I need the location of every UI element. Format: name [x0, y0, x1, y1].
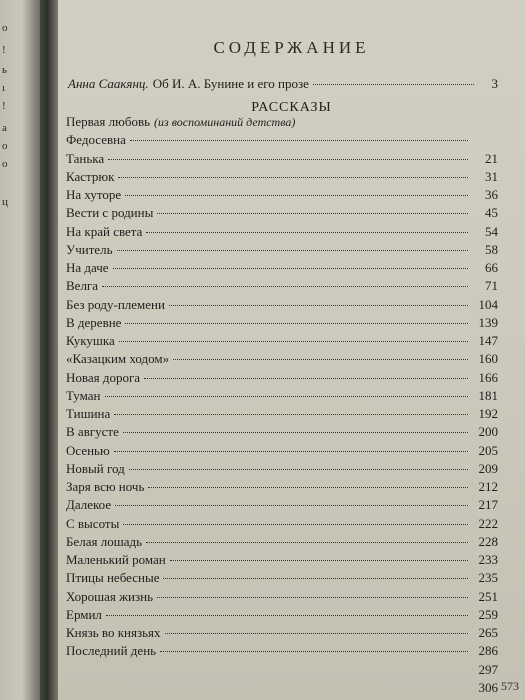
toc-entry [66, 643, 498, 661]
entry-page: 297 [478, 661, 498, 677]
facing-page-fragment: ь [2, 64, 8, 76]
entry-title: Хорошая жизнь [66, 588, 154, 604]
entry-title: Кастрюк [66, 168, 115, 184]
toc-entry [66, 114, 498, 132]
entry-title: Птицы небесные [66, 570, 160, 586]
toc-entry [66, 607, 498, 625]
dot-leader [114, 414, 468, 415]
facing-page-fragment: о [2, 140, 8, 152]
entry-page: 235 [478, 570, 498, 586]
dot-leader [169, 305, 468, 306]
intro-author: Анна Саакянц. [68, 76, 149, 91]
toc-entry [66, 625, 498, 643]
entry-title: Заря всю ночь [66, 479, 145, 494]
entry-title: Федосевна [66, 132, 126, 148]
entry-page: 192 [478, 406, 498, 421]
dot-leader [106, 615, 468, 616]
dot-leader [114, 451, 468, 452]
entry-title: Белая лошадь [66, 533, 143, 549]
entry-title: Танька [66, 150, 105, 166]
toc-entry [66, 461, 498, 479]
dot-leader [157, 213, 468, 214]
entry-title: Тишина [66, 406, 111, 421]
toc-entry [66, 297, 498, 315]
dot-leader [157, 597, 468, 598]
entry-title: На хуторе [66, 187, 122, 202]
dot-leader [146, 542, 468, 543]
toc-entry [66, 443, 498, 461]
entry-title: Осенью [66, 442, 110, 458]
facing-page-fragment: о [2, 158, 8, 170]
page-number: 573 [501, 679, 519, 693]
facing-page-fragment: ц [2, 196, 8, 208]
entry-page: 104 [478, 296, 498, 312]
entry-page: 147 [478, 333, 498, 348]
entry-title: Туман [66, 387, 101, 403]
entry-title: С высоты [66, 515, 120, 531]
entry-title: Новая дорога [66, 369, 141, 385]
dot-leader [115, 505, 468, 506]
dot-leader [105, 396, 469, 397]
toc-entry [66, 224, 498, 242]
entry-title: Новый год [66, 460, 125, 476]
toc-entry [66, 187, 498, 205]
entry-page: 45 [485, 205, 498, 221]
toc-entry [66, 570, 498, 588]
toc-entry-continued [66, 662, 498, 680]
entry-page: 54 [485, 223, 498, 239]
toc-entry [66, 406, 498, 424]
toc-entry [66, 205, 498, 223]
entry-page: 181 [478, 387, 498, 403]
entry-page: 200 [478, 424, 498, 440]
facing-page-fragment: ! [2, 44, 6, 56]
facing-page-fragment: а [2, 122, 7, 134]
dot-leader [163, 578, 468, 579]
entry-title: Последний день [66, 643, 157, 659]
entry-page: 166 [478, 369, 498, 385]
dot-leader [170, 560, 468, 561]
toc-entry [66, 351, 498, 369]
entry-title: «Казацким ходом» [66, 351, 170, 367]
toc-entry [66, 552, 498, 570]
toc-entry [66, 479, 498, 497]
dot-leader [102, 286, 468, 287]
entry-page: 228 [478, 533, 498, 549]
entry-page: 306 [478, 679, 498, 695]
intro-title: Об И. А. Бунине и его прозе [152, 76, 309, 91]
dot-leader [123, 432, 468, 433]
dot-leader [313, 84, 474, 85]
toc-entry [66, 260, 498, 278]
entry-page: 31 [485, 168, 498, 184]
intro-entry [68, 76, 498, 96]
entry-page: 71 [485, 278, 498, 294]
entry-title: Ермил [66, 606, 102, 622]
toc-list [66, 114, 498, 698]
entry-page: 259 [478, 606, 498, 622]
toc-entry [66, 370, 498, 388]
toc-entry [66, 388, 498, 406]
entry-title: В августе [66, 424, 119, 440]
dot-leader [119, 341, 468, 342]
entry-title: На край света [66, 223, 143, 239]
entry-page: 212 [478, 479, 498, 494]
dot-leader [144, 378, 468, 379]
facing-page-fragment: о [2, 22, 8, 34]
entry-page: 286 [478, 643, 498, 659]
entry-title: Вести с родины [66, 205, 154, 221]
entry-page: 58 [485, 241, 498, 257]
dot-leader [125, 195, 468, 196]
section-heading: РАССКАЗЫ [251, 100, 332, 115]
entry-title: Велга [66, 278, 99, 294]
entry-page: 21 [485, 150, 498, 166]
dot-leader [123, 524, 468, 525]
toc-entry [66, 169, 498, 187]
toc-entry [66, 534, 498, 552]
toc-entry [66, 278, 498, 296]
entry-page: 233 [478, 552, 498, 567]
entry-title: Первая любовь [66, 114, 151, 129]
contents-page [58, 0, 525, 700]
entry-page: 265 [478, 625, 498, 640]
toc-entry [66, 589, 498, 607]
toc-entry [66, 333, 498, 351]
entry-title: Князь во князьях [66, 625, 161, 640]
dot-leader [130, 140, 468, 141]
dot-leader [165, 633, 468, 634]
entry-page: 36 [485, 187, 498, 202]
toc-entry [66, 516, 498, 534]
entry-title: Без роду-племени [66, 296, 165, 312]
toc-entry [66, 242, 498, 260]
entry-note: (из воспоминаний детства) [154, 115, 296, 129]
toc-entry [66, 315, 498, 333]
dot-leader [160, 651, 468, 652]
toc-entry [66, 424, 498, 442]
entry-title: Далекое [66, 497, 112, 513]
toc-entry-continued [66, 680, 498, 698]
dot-leader [125, 323, 468, 324]
facing-page-fragment: ! [2, 100, 6, 112]
facing-page-edge [0, 0, 40, 700]
dot-leader [146, 232, 468, 233]
toc-entry [66, 497, 498, 515]
entry-page: 251 [478, 588, 498, 604]
entry-title: В деревне [66, 314, 122, 330]
entry-page: 139 [478, 314, 498, 330]
intro-page: 3 [491, 76, 498, 91]
entry-page: 222 [478, 515, 498, 531]
toc-entry [66, 151, 498, 169]
entry-page: 217 [478, 497, 498, 513]
dot-leader [173, 359, 468, 360]
facing-page-fragment: ı [2, 82, 6, 94]
entry-title: Маленький роман [66, 552, 166, 567]
dot-leader [108, 159, 468, 160]
entry-page: 160 [478, 351, 498, 367]
dot-leader [118, 177, 468, 178]
toc-entry [66, 132, 498, 150]
entry-title: Учитель [66, 241, 113, 257]
dot-leader [148, 487, 468, 488]
entry-title: Кукушка [66, 333, 115, 348]
dot-leader [113, 268, 468, 269]
dot-leader [129, 469, 468, 470]
entry-page: 66 [485, 260, 498, 275]
book-gutter [40, 0, 58, 700]
entry-page: 205 [478, 442, 498, 458]
entry-page: 209 [478, 460, 498, 476]
page-title: СОДЕРЖАНИЕ [213, 38, 370, 57]
entry-title: На даче [66, 260, 109, 275]
dot-leader [117, 250, 468, 251]
